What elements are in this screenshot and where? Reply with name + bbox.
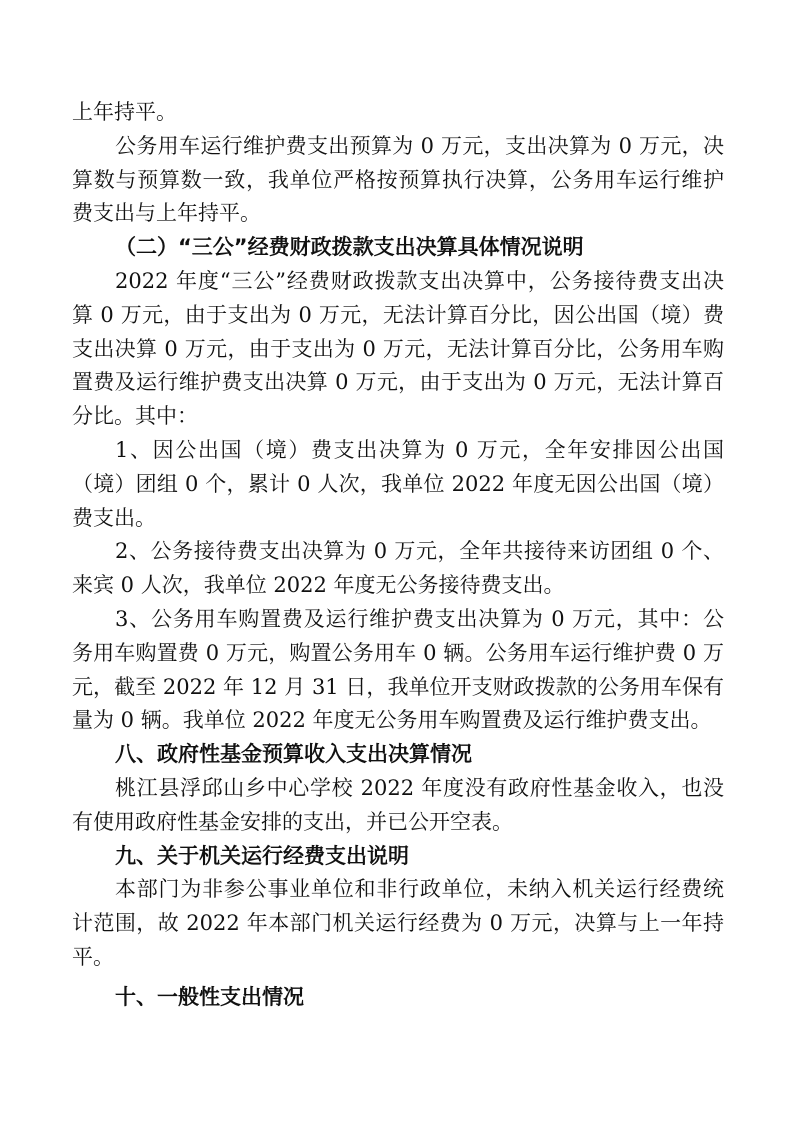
text-line: 费支出。: [72, 505, 156, 530]
text-line: 支出决算 0 万元，由于支出为 0 万元，无法计算百分比，公务用车购: [72, 336, 724, 361]
paragraph: [72, 434, 724, 535]
text-line: 务用车购置费 0 万元，购置公务用车 0 辆。公务用车运行维护费 0 万: [72, 640, 724, 665]
text-line: 公务用车运行维护费支出预算为 0 万元，支出决算为 0 万元，决: [115, 133, 724, 158]
text-line: 有使用政府性基金安排的支出，并已公开空表。: [72, 809, 513, 834]
section-heading: [72, 840, 724, 874]
text-line: 分比。其中：: [72, 404, 198, 429]
paragraph: [72, 772, 724, 840]
paragraph: [72, 603, 724, 738]
text-line: 2、公务接待费支出决算为 0 万元，全年共接待来访团组 0 个、: [115, 539, 724, 564]
section-heading: [72, 981, 724, 1015]
section-heading: [72, 738, 724, 772]
text-line: 来宾 0 人次，我单位 2022 年度无公务接待费支出。: [72, 573, 565, 598]
document-page: [72, 96, 724, 1015]
section-heading: [72, 231, 724, 265]
text-line: 3、公务用车购置费及运行维护费支出决算为 0 万元，其中：公: [115, 606, 724, 631]
text-line: （境）团组 0 个，累计 0 人次，我单位 2022 年度无因公出国（境）: [72, 471, 724, 496]
text-line: （二）“三公”经费财政拨款支出决算具体情况说明: [115, 235, 584, 260]
text-line: 1、因公出国（境）费支出决算为 0 万元，全年安排因公出国: [115, 437, 724, 462]
paragraph: [72, 535, 724, 603]
text-line: 八、政府性基金预算收入支出决算情况: [115, 742, 472, 767]
text-line: 算数与预算数一致，我单位严格按预算执行决算，公务用车运行维护: [72, 167, 724, 192]
paragraph: [72, 130, 724, 231]
text-line: 置费及运行维护费支出决算 0 万元，由于支出为 0 万元，无法计算百: [72, 370, 724, 395]
text-line: 平。: [72, 944, 114, 969]
text-line: 十、一般性支出情况: [115, 984, 304, 1009]
text-line: 费支出与上年持平。: [72, 201, 261, 226]
paragraph: [72, 265, 724, 434]
paragraph: [72, 873, 724, 974]
text-line: 上年持平。: [72, 100, 177, 124]
text-line: 本部门为非参公事业单位和非行政单位，未纳入机关运行经费统: [115, 877, 724, 902]
paragraph: [72, 96, 724, 130]
text-line: 九、关于机关运行经费支出说明: [115, 843, 409, 868]
text-line: 2022 年度“三公”经费财政拨款支出决算中，公务接待费支出决: [115, 268, 724, 293]
text-line: 元，截至 2022 年 12 月 31 日，我单位开支财政拨款的公务用车保有: [72, 674, 724, 699]
text-line: 量为 0 辆。我单位 2022 年度无公务用车购置费及运行维护费支出。: [72, 708, 712, 733]
text-line: 算 0 万元，由于支出为 0 万元，无法计算百分比，因公出国（境）费: [72, 302, 724, 327]
text-line: 桃江县浮邱山乡中心学校 2022 年度没有政府性基金收入，也没: [115, 775, 724, 800]
text-line: 计范围，故 2022 年本部门机关运行经费为 0 万元，决算与上一年持: [72, 911, 724, 936]
